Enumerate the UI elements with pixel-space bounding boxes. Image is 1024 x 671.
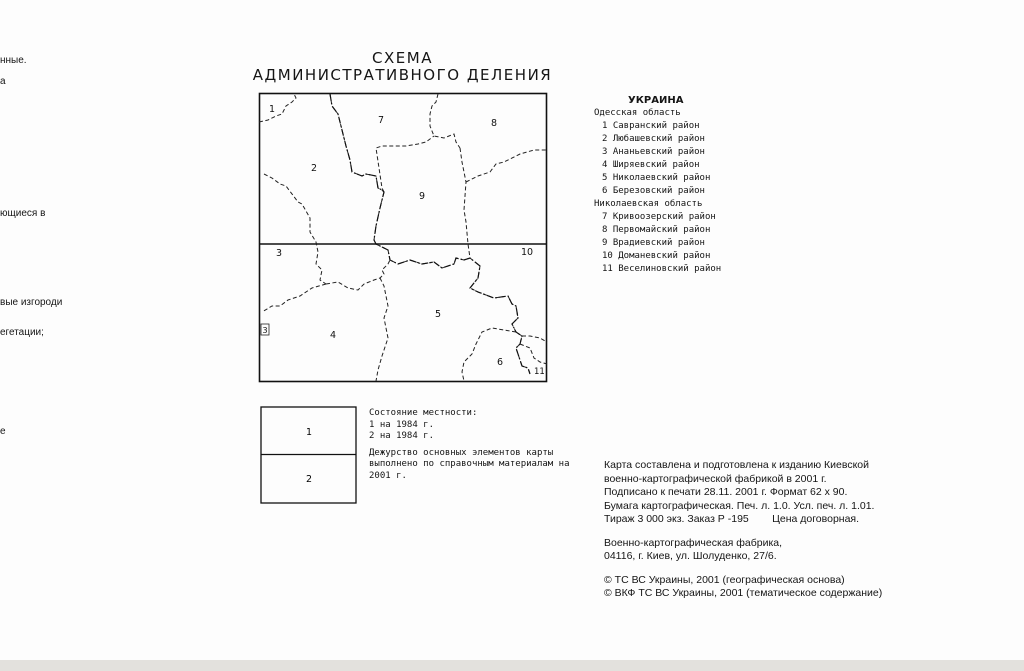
state-heading: Состояние местности: [369, 408, 478, 418]
admin-division-schema [258, 92, 550, 384]
margin-note: а [0, 76, 6, 87]
schema-number: 8 [491, 118, 498, 129]
legend-item: 1 Савранский район [602, 121, 700, 131]
publication-imprint [604, 459, 882, 601]
schema-number: 4 [330, 330, 337, 341]
bottom-edge-strip [0, 660, 1024, 671]
margin-note: е [0, 426, 6, 437]
legend-region: Одесская область [594, 108, 681, 118]
legend-item: 5 Николаевский район [602, 173, 711, 183]
schema-number: 1 [269, 104, 276, 115]
schema-number: 10 [521, 247, 534, 258]
schema-number: 3 [262, 326, 268, 335]
imprint-address: Военно-картографическая фабрика, [604, 536, 783, 549]
legend-item: 9 Врадиевский район [602, 238, 705, 248]
legend-item: 7 Кривоозерский район [602, 212, 716, 222]
margin-note: ющиеся в [0, 208, 46, 219]
legend-item: 2 Любашевский район [602, 134, 705, 144]
schema-number: 2 [311, 163, 318, 174]
state-note: Дежурство основных элементов карты выполнено по справочным материалам на 2001 г. [369, 447, 570, 481]
schema-frame [260, 94, 547, 382]
legend-item: 4 Ширяевский район [602, 160, 700, 170]
legend-item: 3 Ананьевский район [602, 147, 705, 157]
state-item: 2 на 1984 г. [369, 431, 435, 441]
legend-item: 11 Веселиновский район [602, 264, 722, 274]
legend-item: 8 Первомайский район [602, 225, 711, 235]
terrain-state-notes [369, 408, 579, 482]
district-boundaries [259, 94, 547, 381]
legend-region: Николаевская область [594, 199, 703, 209]
imprint-line: Подписано к печати 28.11. 2001 г. Формат 62 х 90. [604, 486, 848, 498]
imprint-line: Бумага картографическая. Печ. л. 1.0. Усл. печ. л. 1.01. [604, 499, 875, 512]
schema-number: 3 [276, 248, 283, 259]
state-label: 1 [305, 427, 313, 438]
margin-note: егетации; [0, 327, 44, 338]
schema-title-line1: СХЕМА [372, 49, 433, 67]
schema-number: 7 [378, 115, 385, 126]
imprint-line: Тираж 3 000 экз. Заказ Р -195 Цена договорная. [604, 513, 860, 525]
schema-number: 5 [435, 309, 442, 320]
imprint-line: военно-картографической фабрикой в 2001 г. [604, 472, 827, 485]
legend-item: 6 Березовский район [602, 186, 705, 196]
copyright-line: © ВКФ ТС ВС Украины, 2001 (тематическое содержание) [604, 587, 883, 599]
schema-number: 11 [534, 367, 545, 377]
legend-country: УКРАИНА [628, 95, 684, 106]
state-item: 1 на 1984 г. [369, 419, 435, 430]
schema-number: 9 [419, 191, 426, 202]
state-label: 2 [305, 474, 313, 485]
margin-note: нные. [0, 55, 27, 66]
terrain-state-schema [260, 406, 358, 506]
imprint-line: Карта составлена и подготовлена к изданию Киевской [604, 459, 869, 471]
legend-item: 10 Доманевский район [602, 251, 711, 261]
schema-title-line2: АДМИНИСТРАТИВНОГО ДЕЛЕНИЯ [252, 66, 553, 84]
copyright-line: © ТС ВС Украины, 2001 (географическая основа) [604, 573, 845, 586]
margin-note: вые изгороди [0, 297, 63, 308]
district-legend [594, 94, 721, 276]
region-boundary [330, 94, 530, 374]
schema-number: 6 [497, 357, 504, 368]
imprint-address: 04116, г. Киев, ул. Шолуденко, 27/6. [604, 550, 777, 562]
